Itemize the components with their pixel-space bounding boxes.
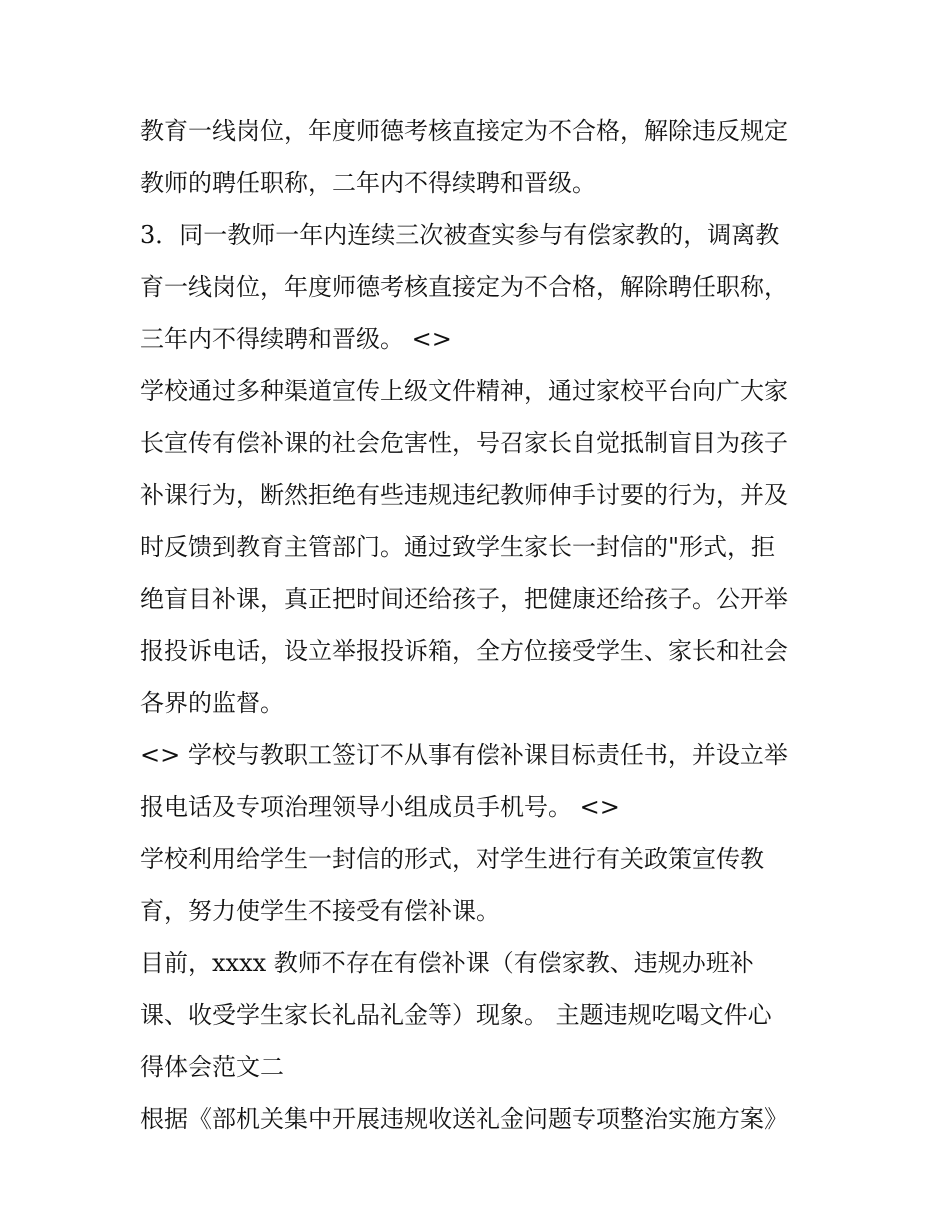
text-line: 得体会范文二	[140, 1053, 284, 1081]
text-line: 育，努力使学生不接受有偿补课。	[140, 897, 500, 925]
text-line: 各界的监督。	[140, 689, 284, 717]
text-line: 根据《部机关集中开展违规收送礼金问题专项整治实施方案》	[140, 1105, 788, 1133]
text-line: 报电话及专项治理领导小组成员手机号。 <>	[140, 793, 620, 821]
text-line: 补课行为，断然拒绝有些违规违纪教师伸手讨要的行为，并及	[140, 481, 788, 509]
text-line: 长宣传有偿补课的社会危害性，号召家长自觉抵制盲目为孩子	[140, 429, 788, 457]
text-line: 目前，xxxx 教师不存在有偿补课（有偿家教、违规办班补	[140, 949, 754, 977]
text-line: 教师的聘任职称，二年内不得续聘和晋级。	[140, 169, 596, 197]
text-line: 3．同一教师一年内连续三次被查实参与有偿家教的，调离教	[140, 221, 780, 249]
text-line: 三年内不得续聘和晋级。 <>	[140, 325, 452, 353]
text-line: 学校利用给学生一封信的形式，对学生进行有关政策宣传教	[140, 845, 764, 873]
document-body	[140, 105, 820, 1145]
text-line: 绝盲目补课，真正把时间还给孩子，把健康还给孩子。公开举	[140, 585, 788, 613]
text-line: 教育一线岗位，年度师德考核直接定为不合格，解除违反规定	[140, 117, 788, 145]
text-line: 报投诉电话，设立举报投诉箱，全方位接受学生、家长和社会	[140, 637, 788, 665]
text-line: <> 学校与教职工签订不从事有偿补课目标责任书，并设立举	[140, 741, 788, 769]
text-line: 学校通过多种渠道宣传上级文件精神，通过家校平台向广大家	[140, 377, 788, 405]
text-line: 时反馈到教育主管部门。通过致学生家长一封信的"形式，拒	[140, 533, 776, 561]
text-line: 课、收受学生家长礼品礼金等）现象。 主题违规吃喝文件心	[140, 1001, 772, 1029]
text-line: 育一线岗位，年度师德考核直接定为不合格，解除聘任职称，	[140, 273, 788, 301]
